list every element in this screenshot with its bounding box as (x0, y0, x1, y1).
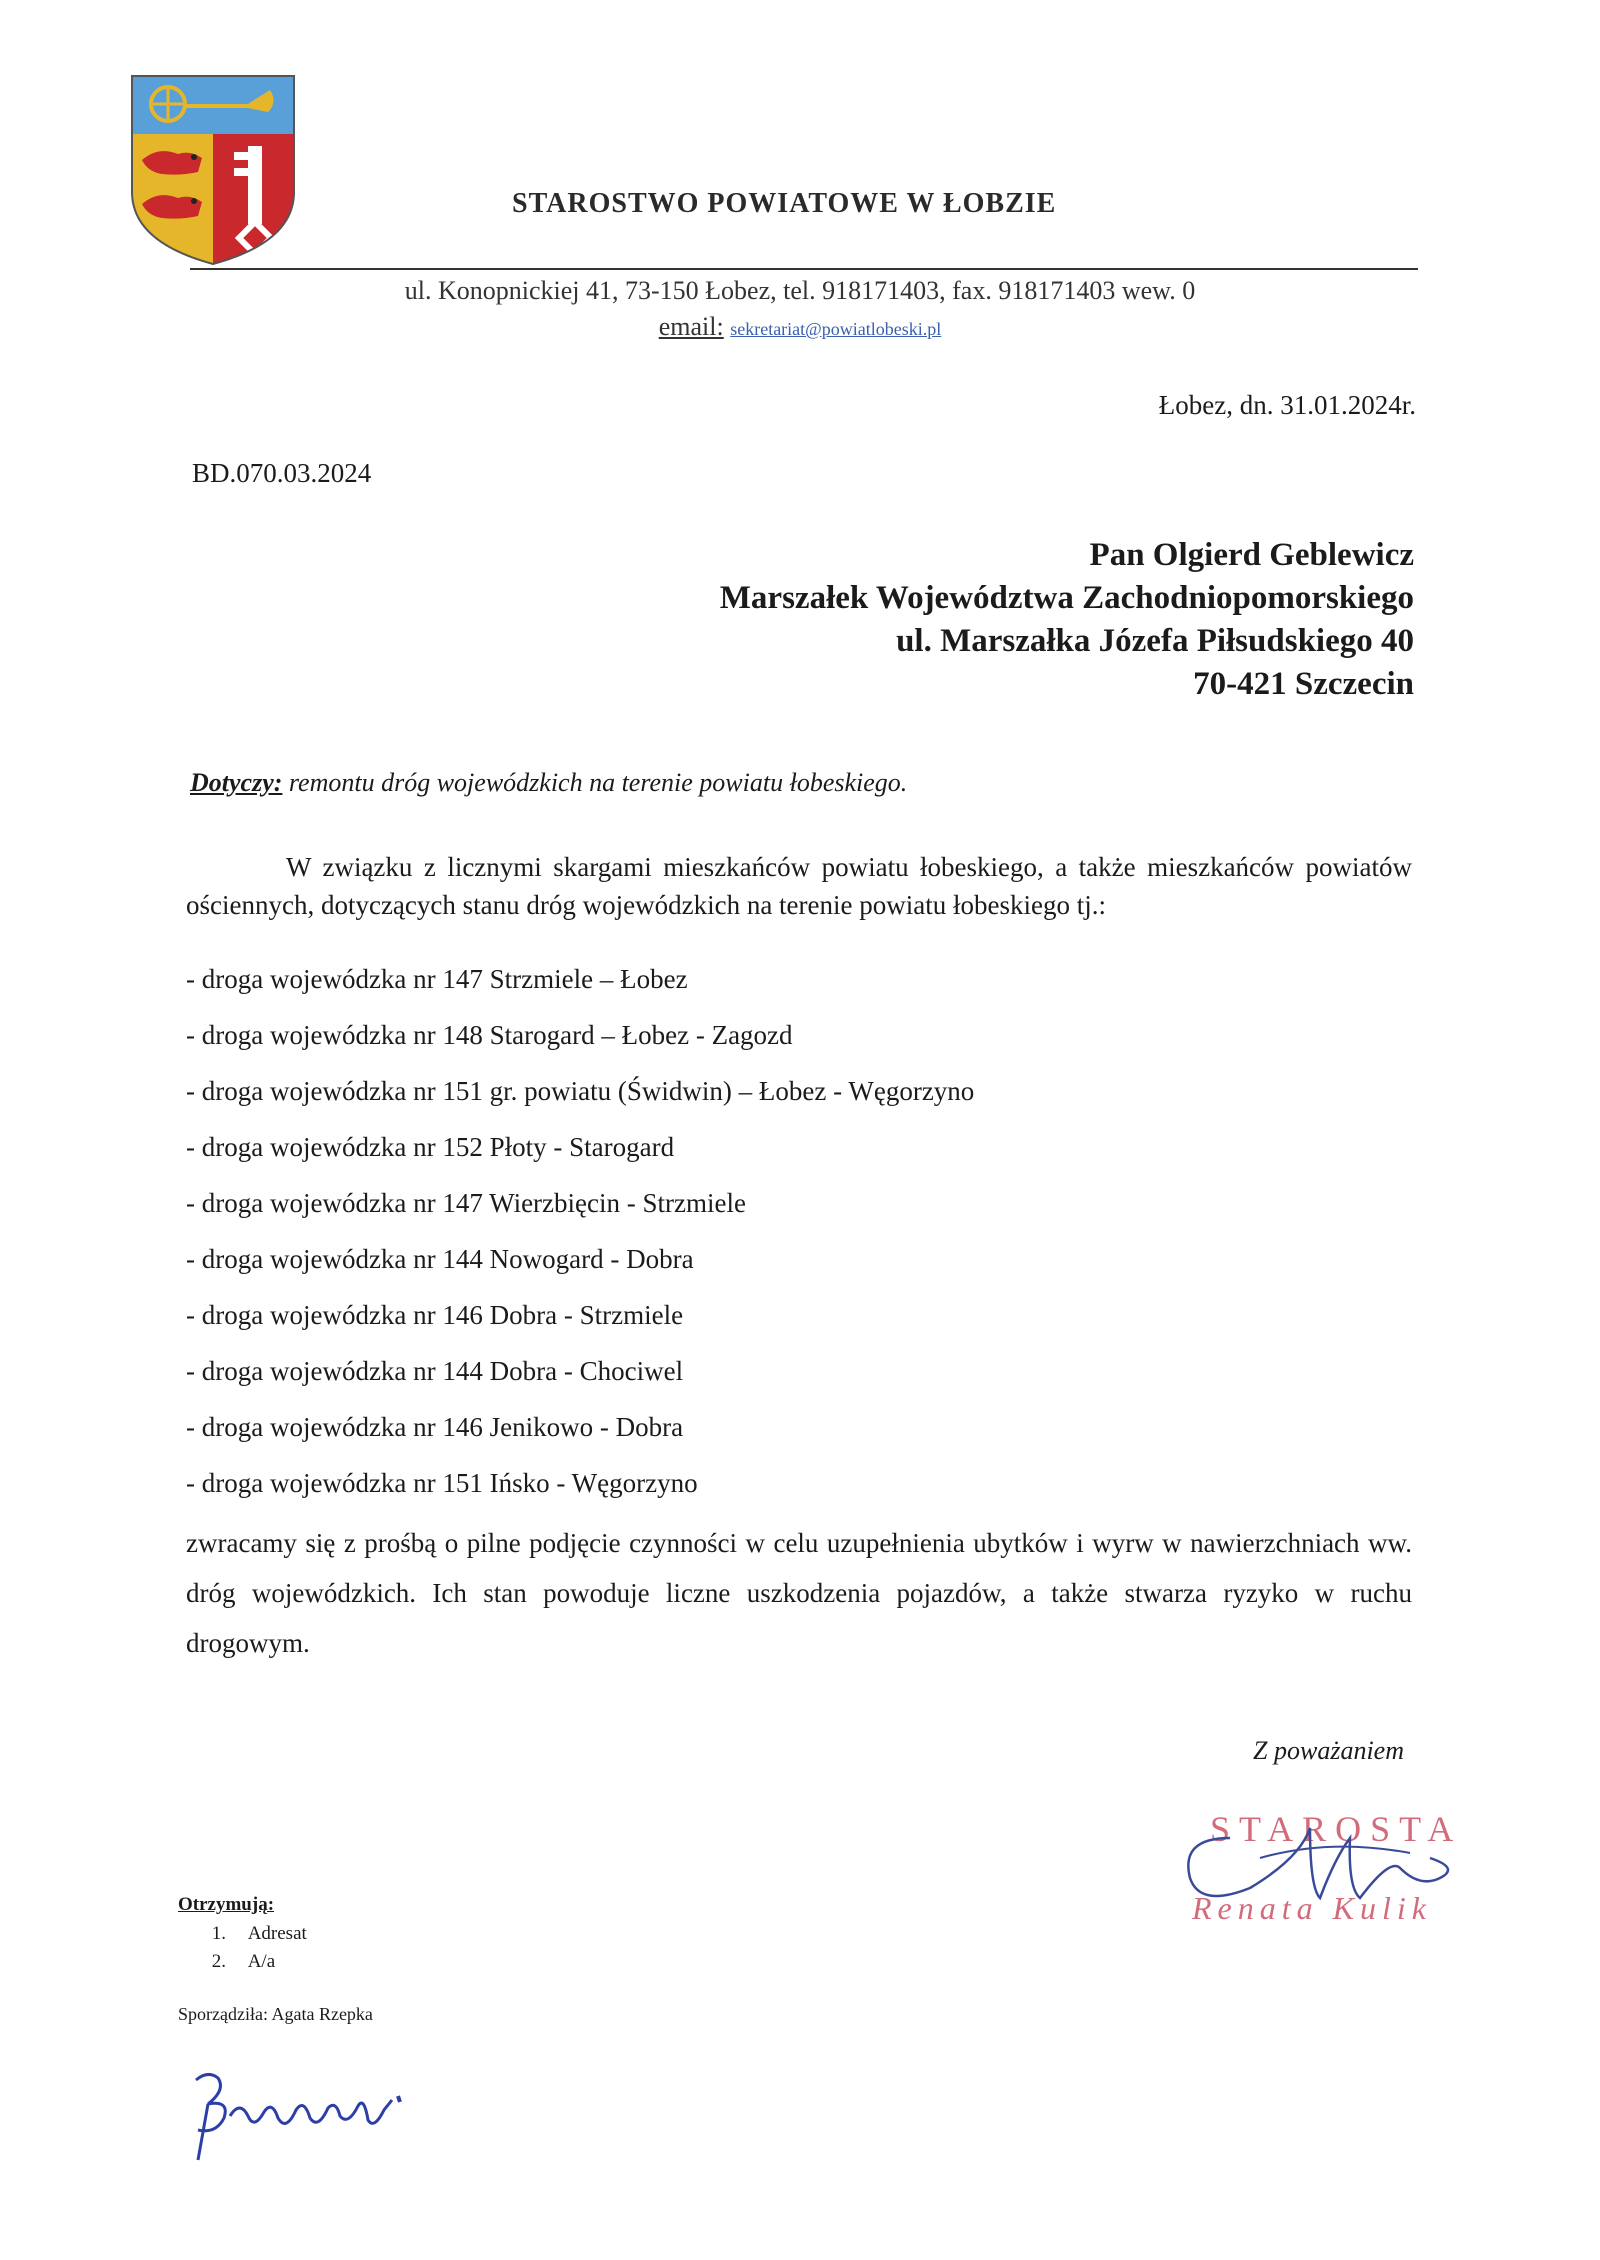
subject-label: Dotyczy: (190, 768, 283, 797)
office-name: STAROSTWO POWIATOWE W ŁOBZIE (512, 188, 1057, 219)
subject-line (190, 768, 907, 798)
official-signature-icon (1160, 1798, 1480, 1928)
list-item: - droga wojewódzka nr 152 Płoty - Starogard (186, 1132, 675, 1162)
request-paragraph: zwracamy się z prośbą o pilne podjęcie czynności w celu uzupełnienia ubytków i wyrw w nawierzchniach ww. dróg wojewódzkich. Ich stan powoduje liczne uszkodzenia pojazdów, a także stwarza ryzyko w ruchu drogowym. (186, 1528, 1412, 1658)
list-item (178, 1948, 307, 1976)
prepared-by: Sporządziła: Agata Rzepka (178, 2004, 373, 2024)
recipient-city: 70-421 Szczecin (1193, 666, 1414, 702)
reference-number: BD.070.03.2024 (192, 458, 372, 488)
header-divider (190, 268, 1418, 270)
recipient-title: Marszałek Województwa Zachodniopomorskiego (719, 580, 1414, 616)
item-number: 2. (211, 1951, 226, 1972)
list-item: - droga wojewódzka nr 147 Wierzbięcin - Strzmiele (186, 1188, 746, 1218)
preparer-signature-icon (168, 2060, 428, 2170)
item-label: A/a (247, 1951, 276, 1972)
email-link[interactable]: sekretariat@powiatlobeski.pl (730, 319, 942, 339)
list-item (178, 1920, 307, 1948)
office-address: ul. Konopnickiej 41, 73-150 Łobez, tel. 918171403, fax. 918171403 wew. 0 (404, 276, 1196, 305)
place-date: Łobez, dn. 31.01.2024r. (1158, 390, 1416, 420)
list-item: - droga wojewódzka nr 148 Starogard – Łobez - Zagozd (186, 1020, 793, 1050)
list-item: - droga wojewódzka nr 151 gr. powiatu (Świdwin) – Łobez - Węgorzyno (186, 1076, 975, 1106)
item-number: 1. (211, 1923, 226, 1944)
recipient-name: Pan Olgierd Geblewicz (1089, 537, 1414, 573)
recipient-block (720, 534, 1414, 706)
stamp-name: Renata Kulik (1192, 1890, 1432, 1926)
recipient-street: ul. Marszałka Józefa Piłsudskiego 40 (896, 623, 1414, 659)
list-item: - droga wojewódzka nr 147 Strzmiele – Łobez (186, 964, 688, 994)
coat-of-arms-icon (128, 72, 298, 268)
distribution-list (178, 1894, 307, 1976)
email-line (0, 312, 1600, 342)
list-item: - droga wojewódzka nr 144 Nowogard - Dobra (186, 1244, 694, 1274)
item-label: Adresat (247, 1923, 307, 1944)
distribution-title: Otrzymują: (178, 1894, 275, 1915)
list-item: - droga wojewódzka nr 144 Dobra - Chociwel (186, 1356, 684, 1386)
road-list (186, 960, 974, 1520)
subject-text: remontu dróg wojewódzkich na terenie powiatu łobeskiego. (288, 768, 908, 797)
closing-phrase: Z poważaniem (1253, 1736, 1404, 1765)
list-item: - droga wojewódzka nr 151 Ińsko - Węgorzyno (186, 1468, 698, 1498)
list-item: - droga wojewódzka nr 146 Jenikowo - Dobra (186, 1412, 684, 1442)
list-item: - droga wojewódzka nr 146 Dobra - Strzmiele (186, 1300, 684, 1330)
intro-paragraph: W związku z licznymi skargami mieszkańców powiatu łobeskiego, a także mieszkańców powiatów ościennych, dotyczących stanu dróg wojewódzkich na terenie powiatu łobeskiego tj.: (186, 852, 1412, 920)
email-label: email: (658, 312, 724, 341)
stamp-title: STAROSTA (1210, 1809, 1463, 1849)
